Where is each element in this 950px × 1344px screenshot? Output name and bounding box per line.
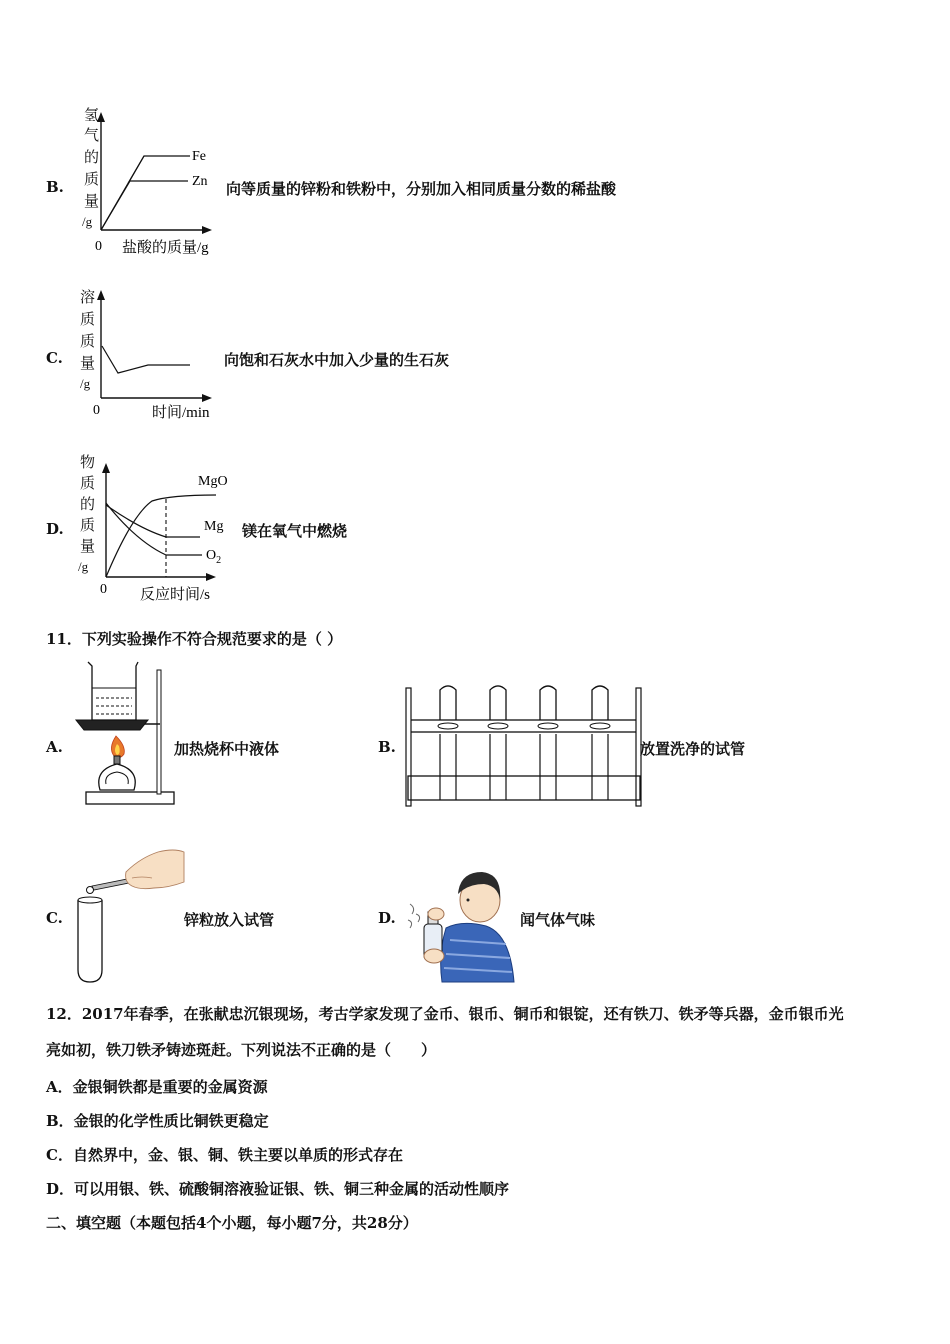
graph-d-mg-curve — [106, 505, 200, 537]
graph-b-xlabel: 盐酸的质量/g — [122, 240, 209, 256]
graph-d-origin: 0 — [100, 582, 107, 597]
graph-c-ylabel-char: 量 — [80, 356, 96, 372]
graph-b-ylabel-char: 的 — [84, 150, 100, 166]
smelling-gas-illustration — [402, 864, 520, 984]
q11-option-d-label: D. — [378, 909, 396, 927]
graph-c-ylabel-char: 质 — [80, 334, 96, 350]
option-c-label: C. — [46, 349, 63, 367]
graph-b-zn-curve — [101, 181, 188, 230]
graph-d-ylabel-char: 质 — [80, 476, 96, 492]
test-tube-rack-illustration — [404, 680, 644, 810]
graph-d-y-arrow — [102, 463, 110, 473]
graph-d-ylabel-unit: /g — [78, 559, 89, 574]
q11-option-b-label: B. — [378, 738, 396, 756]
section-2-title: 二、填空题（本题包括4个小题，每小题7分，共28分） — [46, 1214, 418, 1232]
q12-option-b: B．金银的化学性质比铜铁更稳定 — [46, 1112, 269, 1130]
graph-c-ylabel-char: 溶 — [80, 290, 96, 306]
question-12-stem-line2: 亮如初，铁刀铁矛铸迹斑赶。下列说法不正确的是（ ） — [46, 1041, 437, 1059]
graph-c-x-arrow — [202, 394, 212, 402]
graph-c-ylabel-unit: /g — [80, 376, 91, 391]
graph-b-hydrogen-mass — [60, 100, 230, 260]
graph-b-ylabel-unit: /g — [82, 214, 93, 229]
question-12-stem-line1: 12．2017年春季，在张献忠沉银现场，考古学家发现了金币、银币、铜币和银锭，还有铁刀、铁矛等兵器，金币银币光 — [46, 1005, 844, 1023]
graph-b-ylabel-char: 氢 — [84, 108, 100, 124]
q12-option-d: D．可以用银、铁、硫酸铜溶液验证银、铁、铜三种金属的活动性顺序 — [46, 1180, 510, 1198]
graph-b-description: 向等质量的锌粉和铁粉中，分别加入相同质量分数的稀盐酸 — [226, 180, 617, 198]
q11-option-b-text: 放置洗净的试管 — [640, 740, 746, 758]
graph-c-ylabel-char: 质 — [80, 312, 96, 328]
graph-c-xlabel: 时间/min — [152, 405, 210, 421]
q11-option-d-text: 闻气体气味 — [520, 911, 596, 929]
beaker-heating-illustration — [74, 658, 178, 810]
graph-c-description: 向饱和石灰水中加入少量的生石灰 — [224, 351, 450, 369]
graph-c-origin: 0 — [93, 403, 100, 418]
q12-option-c: C．自然界中，金、银、铜、铁主要以单质的形式存在 — [46, 1146, 403, 1164]
question-11-stem: 11．下列实验操作不符合规范要求的是（ ） — [46, 630, 343, 648]
graph-d-description: 镁在氧气中燃烧 — [242, 522, 348, 540]
graph-d-ylabel-char: 的 — [80, 497, 96, 513]
graph-d-o2-curve — [106, 503, 202, 555]
q11-option-a-label: A. — [46, 738, 63, 756]
graph-b-ylabel-char: 量 — [84, 194, 100, 210]
q11-option-a-text: 加热烧杯中液体 — [174, 740, 280, 758]
graph-d-x-arrow — [206, 573, 216, 581]
q12-option-a: A．金银铜铁都是重要的金属资源 — [46, 1078, 268, 1096]
graph-b-series-fe: Fe — [192, 149, 206, 164]
q11-option-c-text: 锌粒放入试管 — [184, 911, 275, 929]
graph-b-series-zn: Zn — [192, 174, 208, 189]
graph-d-ylabel-char: 质 — [80, 518, 96, 534]
graph-c-solute-mass — [60, 280, 230, 425]
q11-option-c-label: C. — [46, 909, 63, 927]
graph-c-y-arrow — [97, 290, 105, 300]
graph-d-substance-mass — [60, 445, 250, 607]
graph-d-mgo-curve — [106, 495, 216, 577]
graph-b-x-arrow — [202, 226, 212, 234]
graph-d-series-o2: $O_2$ — [206, 548, 222, 566]
graph-d-series-mg: Mg — [204, 519, 224, 534]
graph-b-ylabel-char: 气 — [84, 128, 100, 144]
graph-b-fe-curve — [101, 156, 190, 230]
graph-b-origin: 0 — [95, 239, 102, 254]
graph-b-ylabel-char: 质 — [84, 172, 100, 188]
graph-d-ylabel-char: 物 — [80, 455, 96, 471]
option-d-label: D. — [46, 520, 64, 538]
option-b-label: B. — [46, 178, 64, 196]
zinc-into-tube-illustration — [70, 842, 186, 988]
graph-d-xlabel: 反应时间/s — [140, 587, 211, 603]
graph-d-series-mgo: MgO — [198, 474, 228, 489]
question-12-stem — [46, 996, 926, 1068]
graph-d-ylabel-char: 量 — [80, 539, 96, 555]
graph-c-curve — [102, 346, 190, 373]
